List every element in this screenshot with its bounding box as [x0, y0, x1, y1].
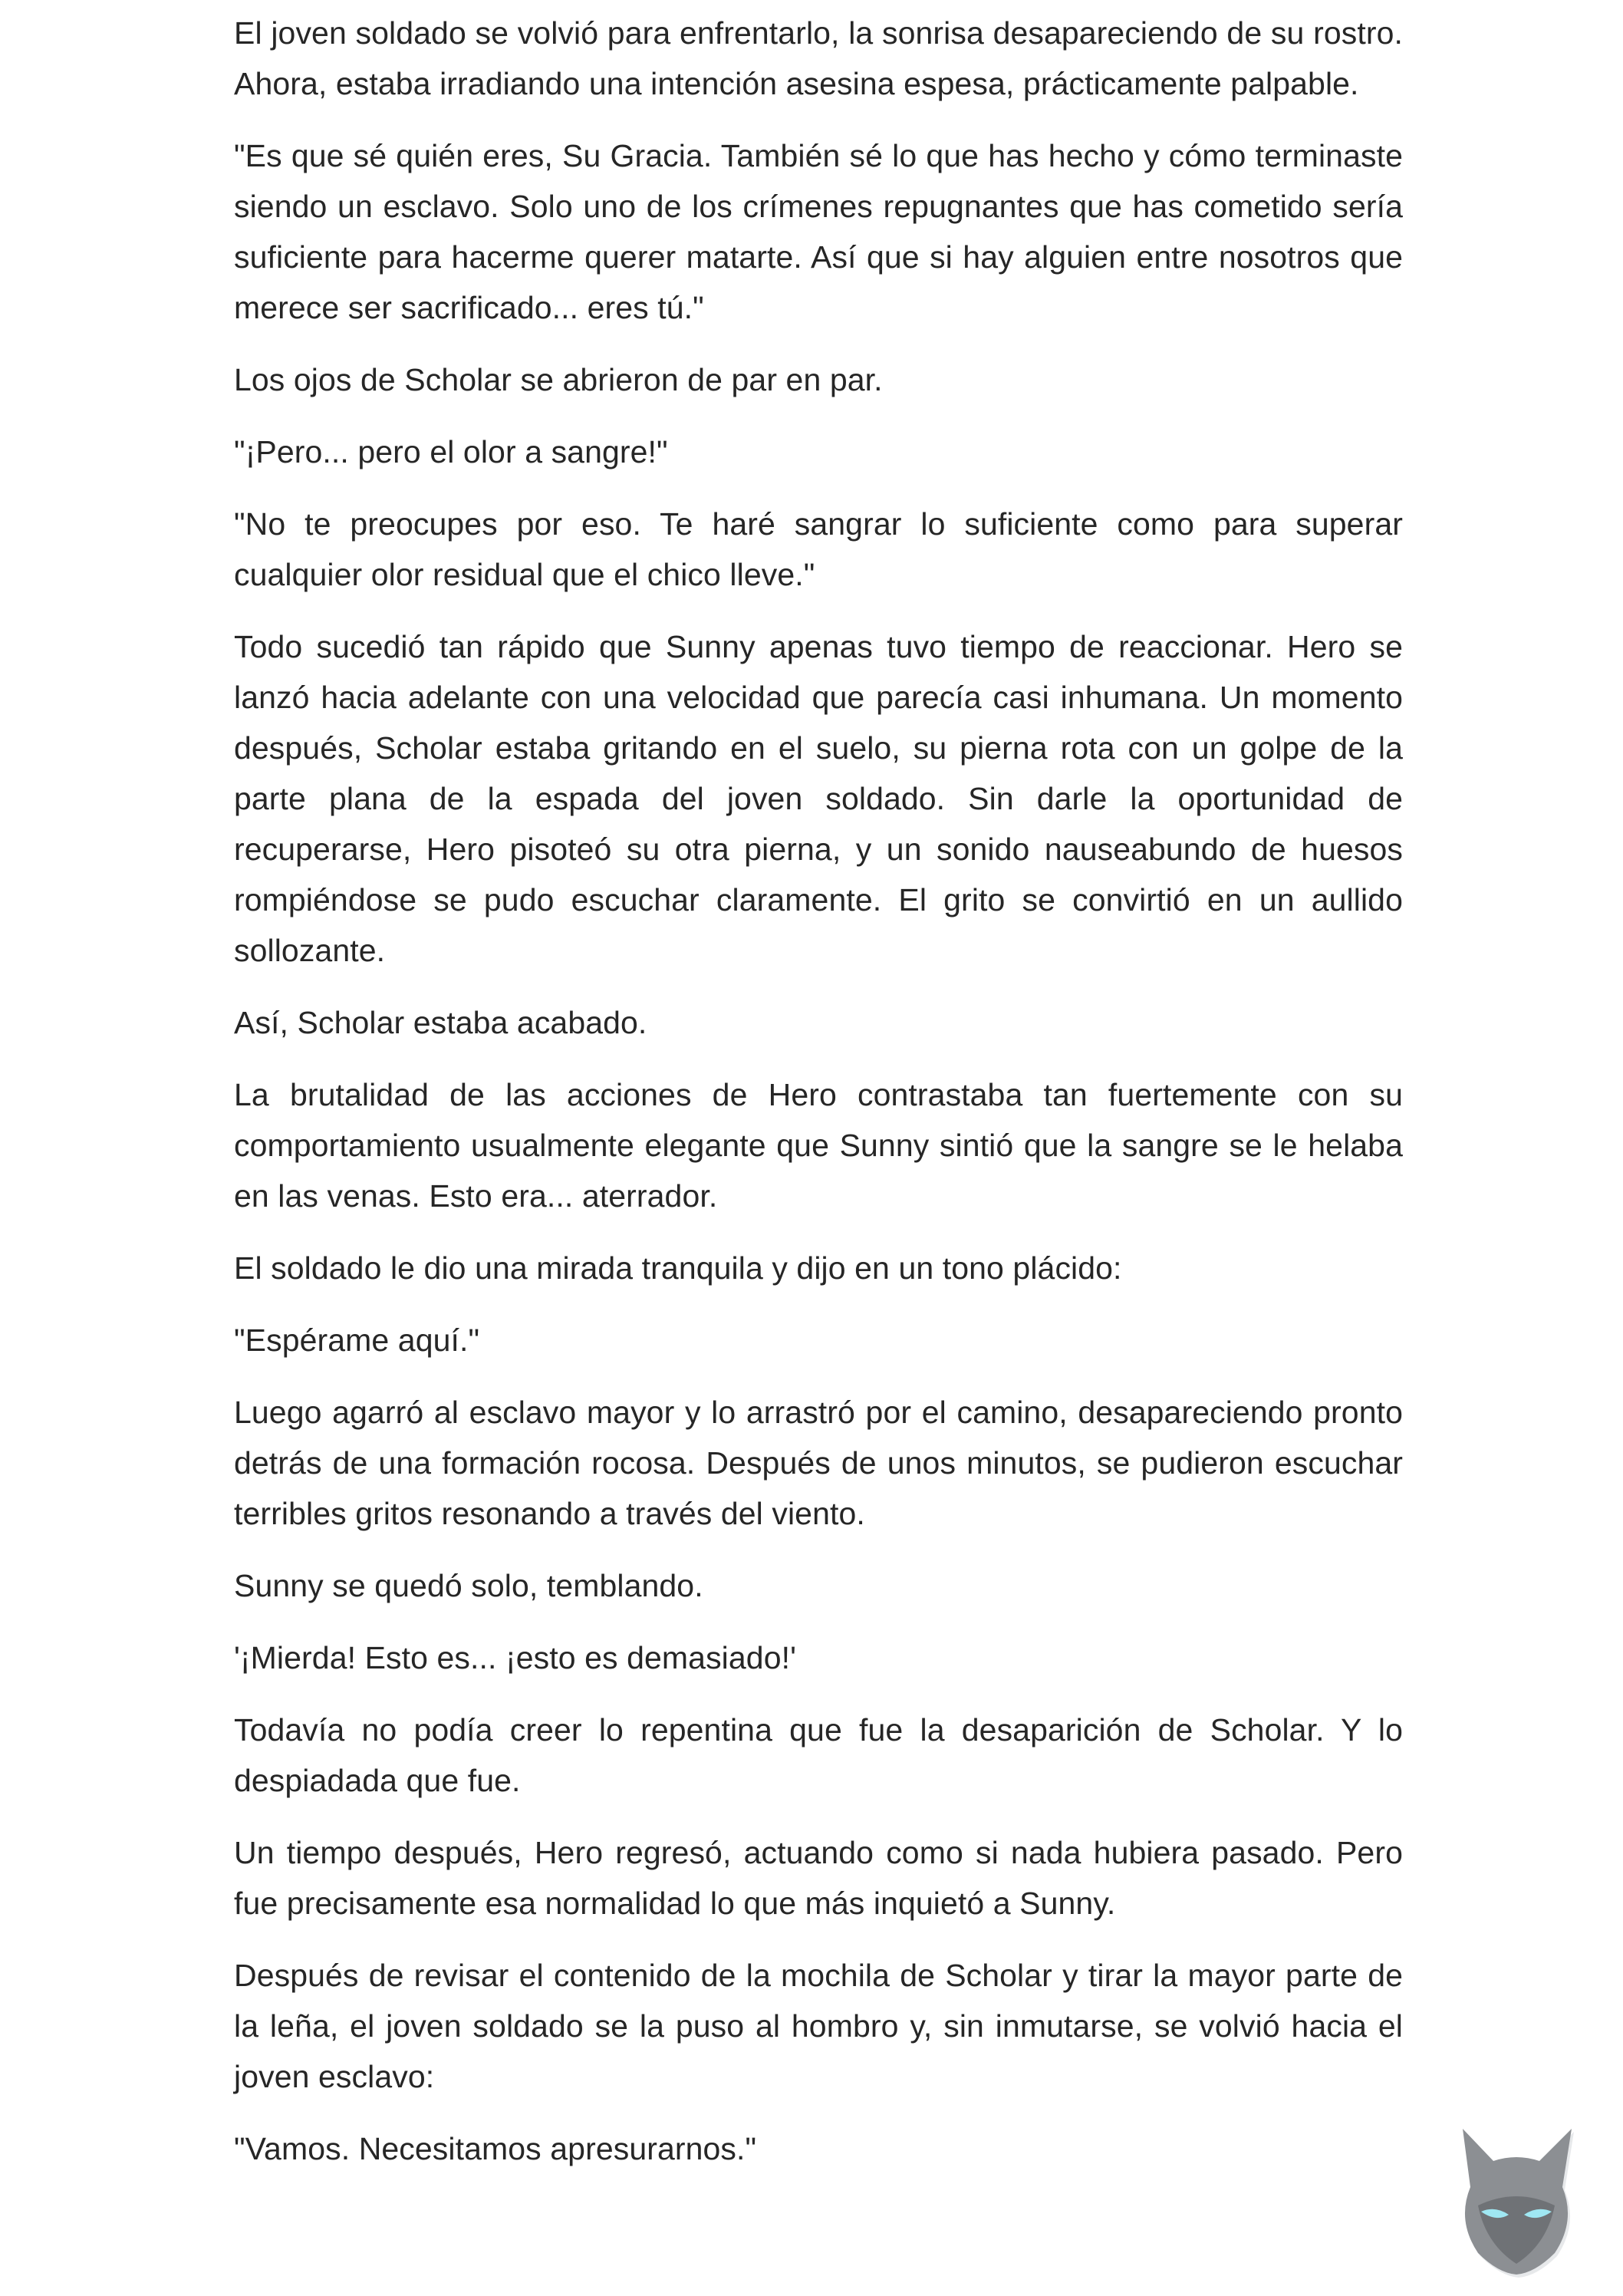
paragraph-6: Todo sucedió tan rápido que Sunny apenas tuvo tiempo de reaccionar. Hero se lanzó hacia adelante con una velocidad que parecía casi inhumana. Un momento después, Scholar estaba gritando en el suelo, su pierna rota con un golpe de la parte plana de la espada del joven soldado. Sin darle la oportunidad de recuperarse, Hero pisoteó su otra pierna, y un sonido nauseabundo de huesos rompiéndose se pudo escuchar claramente. El grito se convirtió en un aullido sollozante.: [234, 629, 1403, 968]
paragraph-13: '¡Mierda! Esto es... ¡esto es demasiado!': [234, 1640, 797, 1675]
paragraph-7: Así, Scholar estaba acabado.: [234, 1005, 647, 1040]
paragraph-1: El joven soldado se volvió para enfrentarlo, la sonrisa desapareciendo de su rostro. Ahora, estaba irradiando una intención asesina espesa, prácticamente palpable.: [234, 15, 1403, 101]
paragraph-11: Luego agarró al esclavo mayor y lo arrastró por el camino, desapareciendo pronto detrás de una formación rocosa. Después de unos minutos, se pudieron escuchar terribles gritos resonando a través del viento.: [234, 1395, 1403, 1531]
paragraph-14: Todavía no podía creer lo repentina que fue la desaparición de Scholar. Y lo despiadada que fue.: [234, 1712, 1403, 1798]
paragraph-10: "Espérame aquí.": [234, 1323, 480, 1358]
paragraph-12: Sunny se quedó solo, temblando.: [234, 1568, 703, 1603]
paragraph-9: El soldado le dio una mirada tranquila y dijo en un tono plácido:: [234, 1250, 1122, 1286]
paragraph-16: Después de revisar el contenido de la mochila de Scholar y tirar la mayor parte de la leña, el joven soldado se la puso al hombro y, sin inmutarse, se volvió hacia el joven esclavo:: [234, 1958, 1403, 2094]
paragraph-15: Un tiempo después, Hero regresó, actuando como si nada hubiera pasado. Pero fue precisamente esa normalidad lo que más inquietó a Sunny.: [234, 1835, 1403, 1921]
paragraph-2: "Es que sé quién eres, Su Gracia. También sé lo que has hecho y cómo terminaste siendo un esclavo. Solo uno de los crímenes repugnantes que has cometido sería suficiente para hacerme querer matarte. Así que si hay alguien entre nosotros que merece ser sacrificado... eres tú.": [234, 138, 1403, 325]
paragraph-17: "Vamos. Necesitamos apresurarnos.": [234, 2131, 757, 2166]
document-body: [234, 8, 1403, 2196]
paragraph-8: La brutalidad de las acciones de Hero contrastaba tan fuertemente con su comportamiento usualmente elegante que Sunny sintió que la sangre se le helaba en las venas. Esto era... aterrador.: [234, 1077, 1403, 1214]
paragraph-4: "¡Pero... pero el olor a sangre!": [234, 434, 668, 469]
paragraph-5: "No te preocupes por eso. Te haré sangrar lo suficiente como para superar cualquier olor residual que el chico lleve.": [234, 506, 1403, 592]
paragraph-3: Los ojos de Scholar se abrieron de par en par.: [234, 362, 883, 397]
demon-head-icon: [1440, 2113, 1593, 2278]
